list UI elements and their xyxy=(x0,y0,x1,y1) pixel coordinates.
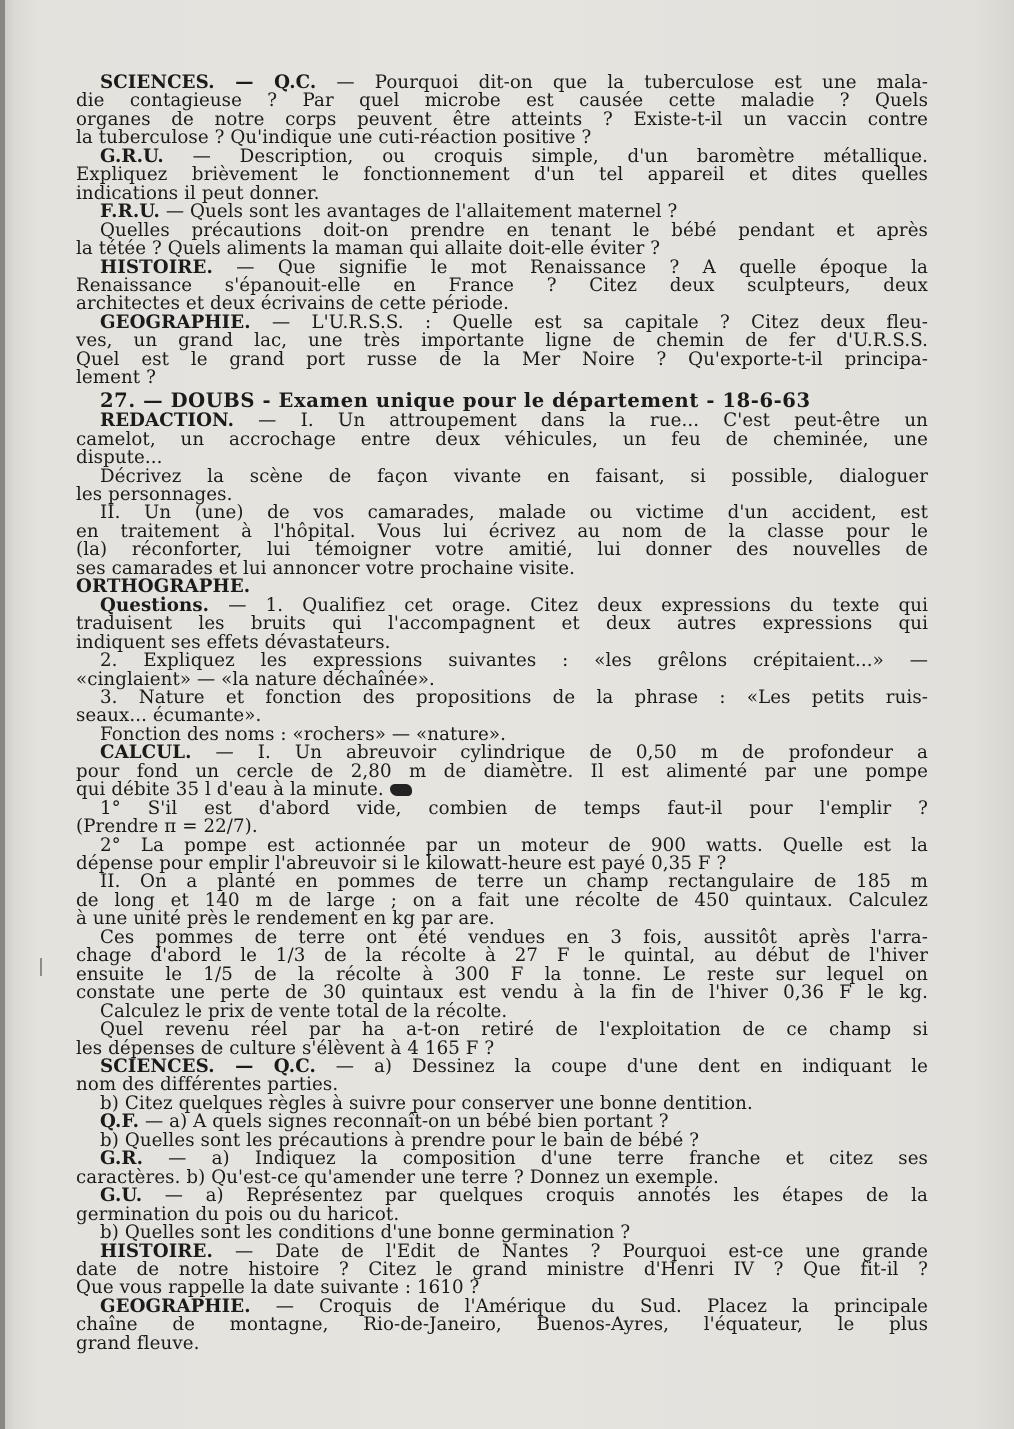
line-lead: G.R. xyxy=(100,1148,144,1170)
line-text: II. Un (une) de vos camarades, malade ou victime d'un accident, est xyxy=(100,502,928,524)
line-text: die contagieuse ? Par quel microbe est causée cette maladie ? Quels xyxy=(76,90,928,112)
line-text: seaux... écumante». xyxy=(76,705,262,727)
line-text: lement ? xyxy=(76,367,156,389)
line-text: — 1. Qualifiez cet orage. Citez deux expressions du texte qui xyxy=(209,594,928,616)
line-text: en traitement à l'hôpital. Vous lui écrivez au nom de la classe pour le xyxy=(76,520,928,542)
line-text: ses camarades et lui annoncer votre prochaine visite. xyxy=(76,557,575,579)
line-text: — Que signifie le mot Renaissance ? A quelle époque la xyxy=(212,256,928,278)
line-text: Quel est le grand port russe de la Mer Noire ? Qu'exporte-t-il principa- xyxy=(76,348,928,370)
line-text: chaîne de montagne, Rio-de-Janeiro, Buenos-Ayres, l'équateur, le plus xyxy=(76,1314,928,1336)
line-text: Quel revenu réel par ha a-t-on retiré de l'exploitation de ce champ si xyxy=(100,1019,928,1041)
line-text: camelot, un accrochage entre deux véhicules, un feu de cheminée, une xyxy=(76,428,928,450)
text-line xyxy=(76,348,928,370)
line-text: les dépenses de culture s'élèvent à 4 165 F ? xyxy=(76,1037,495,1059)
line-text: — a) A quels signes reconnaît-on un bébé bien portant ? xyxy=(139,1111,669,1133)
line-text: qui débite 35 l d'eau à la minute. xyxy=(76,779,384,801)
text-line xyxy=(76,1316,928,1334)
line-text: — a) Dessinez la coupe d'une dent en indiquant le xyxy=(315,1056,929,1078)
line-text: architectes et deux écrivains de cette période. xyxy=(76,293,509,315)
line-lead: ORTHOGRAPHE. xyxy=(76,576,251,598)
line-text: — a) Représentez par quelques croquis annotés les étapes de la xyxy=(142,1185,928,1207)
line-lead: HISTOIRE. xyxy=(100,1240,213,1262)
line-text: indications il peut donner. xyxy=(76,182,320,204)
line-text: Ces pommes de terre ont été vendues en 3 fois, aussitôt après l'arra- xyxy=(100,926,928,948)
text-line xyxy=(76,369,928,387)
line-text: — Description, ou croquis simple, d'un baromètre métallique. xyxy=(163,145,928,167)
line-text: la tétée ? Quels aliments la maman qui allaite doit-elle éviter ? xyxy=(76,238,661,260)
line-text: dispute... xyxy=(76,447,163,469)
line-lead: HISTOIRE. xyxy=(100,256,213,278)
line-text: grand fleuve. xyxy=(76,1332,200,1354)
section-heading xyxy=(76,388,928,412)
line-text: de long et 140 m de large ; on a fait une récolte de 450 quintaux. Calculez xyxy=(76,889,928,911)
line-text: date de notre histoire ? Citez le grand ministre d'Henri IV ? Que fit-il ? xyxy=(76,1259,928,1280)
line-text: constate une perte de 30 quintaux est vendu à la fin de l'hiver 0,36 F le kg. xyxy=(76,982,928,1004)
ink-blot xyxy=(390,784,412,796)
line-text: — Quels sont les avantages de l'allaitement maternel ? xyxy=(159,201,678,223)
line-text: à une unité près le rendement en kg par are. xyxy=(76,908,495,930)
line-text: Quelles précautions doit-on prendre en tenant le bébé pendant et après xyxy=(100,219,928,241)
line-lead: G.U. xyxy=(100,1185,143,1207)
line-text: 2. Expliquez les expressions suivantes : «les grêlons crépitaient...» — xyxy=(100,650,928,672)
text-line xyxy=(76,1332,928,1354)
line-text: II. On a planté en pommes de terre un champ rectangulaire de 185 m xyxy=(100,871,928,893)
line-lead: GEOGRAPHIE. xyxy=(100,1295,251,1317)
line-lead: F.R.U. xyxy=(100,201,160,223)
line-text: Expliquez brièvement le fonctionnement d'un tel appareil et dites quelles xyxy=(76,164,928,186)
line-lead: SCIENCES. — Q.C. xyxy=(100,1056,316,1078)
line-text: traduisent les bruits qui l'accompagnent et deux autres expressions qui xyxy=(76,613,928,635)
line-lead: GEOGRAPHIE. xyxy=(100,311,251,333)
line-text: b) Citez quelques règles à suivre pour conserver une bonne dentition. xyxy=(100,1092,753,1114)
line-text: — a) Indiquez la composition d'une terre franche et citez ses xyxy=(143,1148,928,1170)
line-text: chage d'abord le 1/3 de la récolte à 27 F le quintal, au début de l'hiver xyxy=(76,945,928,967)
line-text: (la) réconforter, lui témoigner votre amitié, lui donner des nouvelles de xyxy=(76,539,928,561)
line-text: Décrivez la scène de façon vivante en faisant, si possible, dialoguer xyxy=(100,465,928,487)
line-text: dépense pour emplir l'abreuvoir si le kilowatt-heure est payé 0,35 F ? xyxy=(76,853,727,875)
line-lead: Questions. xyxy=(100,594,210,616)
line-text: Calculez le prix de vente total de la récolte. xyxy=(100,1000,508,1022)
line-lead: SCIENCES. — Q.C. xyxy=(100,72,317,93)
exam-text xyxy=(76,74,928,1353)
line-text: Fonction des noms : «rochers» — «nature». xyxy=(100,723,507,745)
line-text: pour fond un cercle de 2,80 m de diamètre. Il est alimenté par une pompe xyxy=(76,760,928,782)
line-lead: CALCUL. xyxy=(100,742,192,764)
line-text: ensuite le 1/5 de la récolte à 300 F la tonne. Le reste sur lequel on xyxy=(76,963,928,985)
line-lead: Q.F. xyxy=(100,1111,140,1133)
line-text: caractères. b) Qu'est-ce qu'amender une terre ? Donnez un exemple. xyxy=(76,1166,719,1188)
line-text: — I. Un abreuvoir cylindrique de 0,50 m de profondeur a xyxy=(191,742,928,764)
line-text: «cinglaient» — «la nature déchaînée». xyxy=(76,668,435,690)
line-lead: 27. — DOUBS - Examen unique pour le département - 18-6-63 xyxy=(100,388,811,412)
line-text: ves, un grand lac, une très importante ligne de chemin de fer d'U.R.S.S. xyxy=(76,330,928,352)
line-lead: REDACTION. xyxy=(100,410,235,432)
line-text: — I. Un attroupement dans la rue... C'est peut-être un xyxy=(234,410,928,432)
line-text: — Pourquoi dit-on que la tuberculose est une mala- xyxy=(316,72,929,93)
line-text: — L'U.R.S.S. : Quelle est sa capitale ? Citez deux fleu- xyxy=(250,311,928,333)
line-text: 3. Nature et fonction des propositions de la phrase : «Les petits ruis- xyxy=(100,686,928,708)
line-text: Renaissance s'épanouit-elle en France ? Citez deux sculpteurs, deux xyxy=(76,274,928,296)
line-text: indiquent ses effets dévastateurs. xyxy=(76,631,391,653)
line-text: — Croquis de l'Amérique du Sud. Placez la principale xyxy=(250,1295,928,1317)
line-text: germination du pois ou du haricot. xyxy=(76,1203,400,1225)
line-text: b) Quelles sont les conditions d'une bonne germination ? xyxy=(100,1222,631,1244)
line-text: b) Quelles sont les précautions à prendre pour le bain de bébé ? xyxy=(100,1129,700,1151)
line-text: Que vous rappelle la date suivante : 1610 ? xyxy=(76,1277,480,1299)
line-text: nom des différentes parties. xyxy=(76,1074,339,1096)
margin-mark xyxy=(40,958,48,976)
line-text: — Date de l'Edit de Nantes ? Pourquoi est-ce une grande xyxy=(212,1240,928,1262)
line-text: 2° La pompe est actionnée par un moteur de 900 watts. Quelle est la xyxy=(100,834,928,856)
line-text: organes de notre corps peuvent être atteints ? Existe-t-il un vaccin contre xyxy=(76,108,928,130)
line-text: les personnages. xyxy=(76,483,233,505)
line-text: 1° S'il est d'abord vide, combien de temps faut-il pour l'emplir ? xyxy=(100,797,928,819)
line-text: la tuberculose ? Qu'indique une cuti-réaction positive ? xyxy=(76,127,592,149)
line-lead: G.R.U. xyxy=(100,145,164,167)
text-line xyxy=(76,428,928,450)
line-text: (Prendre π = 22/7). xyxy=(76,816,258,838)
